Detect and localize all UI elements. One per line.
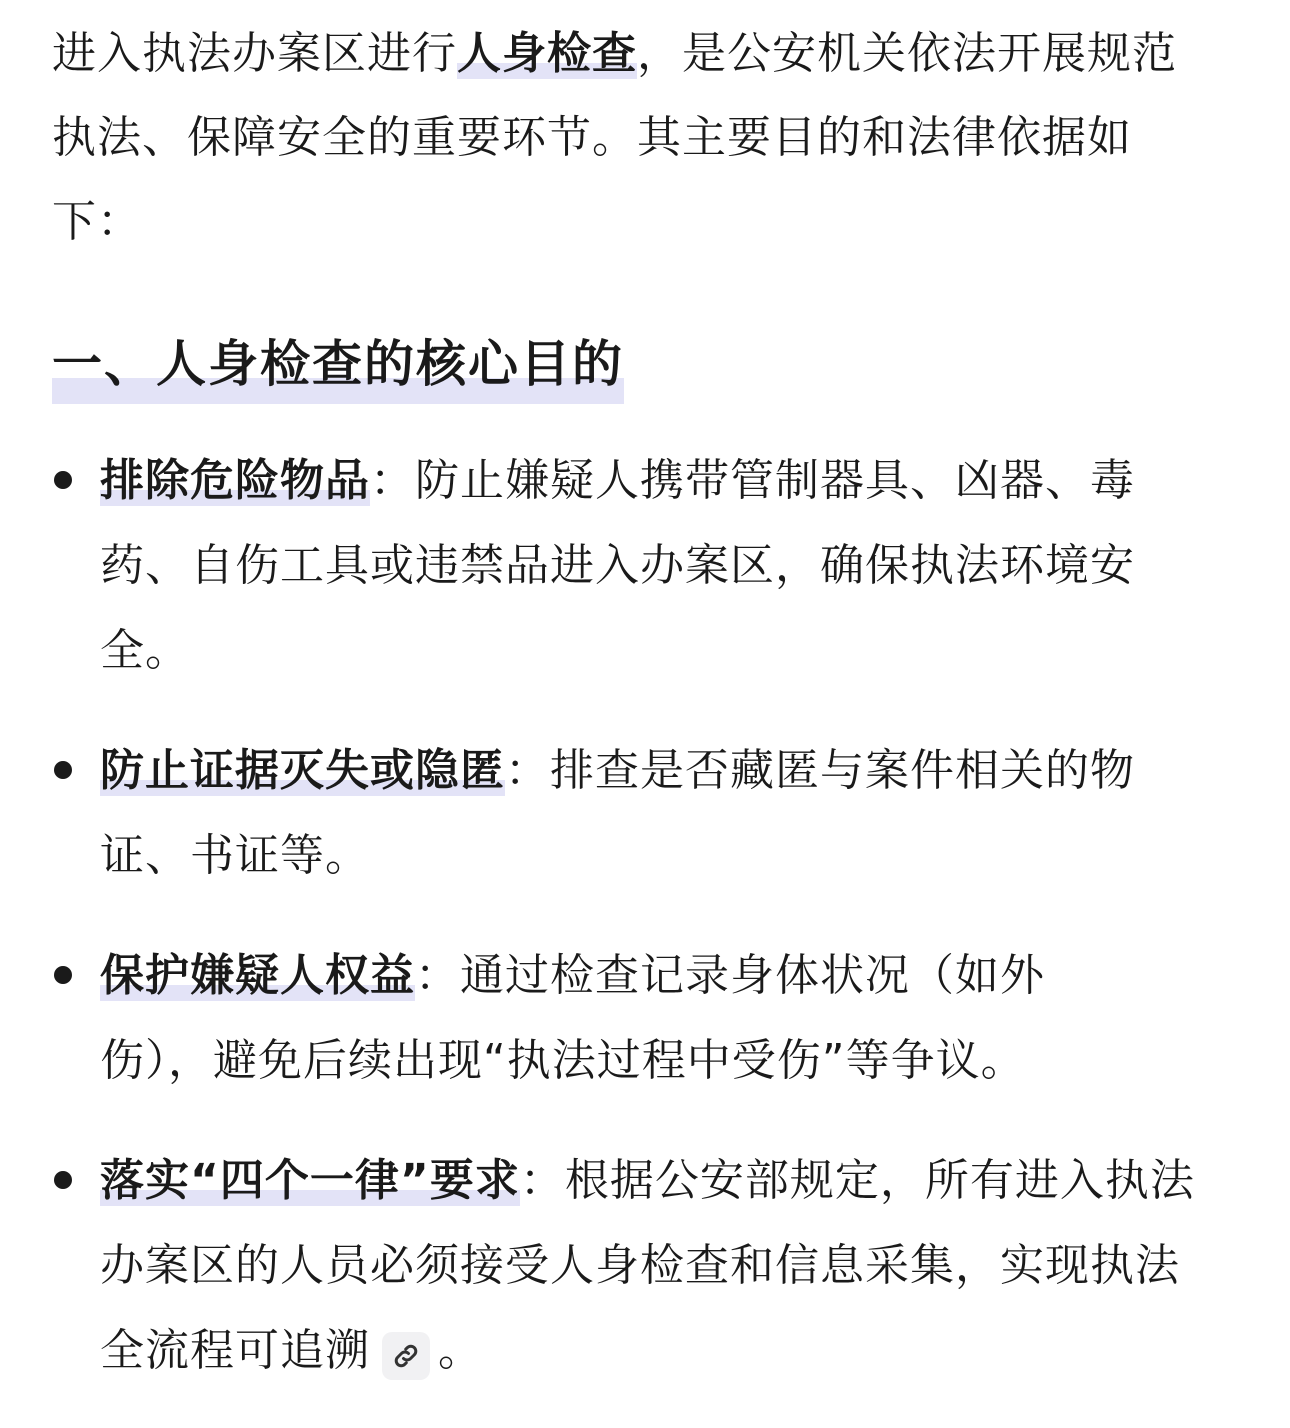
list-item <box>52 1138 1212 1393</box>
list-item-separator: ： <box>519 1155 565 1206</box>
purpose-list <box>52 438 1212 1393</box>
list-item-end: 。 <box>438 1325 483 1376</box>
list-item <box>52 728 1212 898</box>
intro-text-after: ，是公安机关依法开展规范执法、保障安全的重要环节。其主要目的和法律依据如下： <box>52 28 1177 247</box>
list-item-text: 防止嫌疑人携带管制器具、凶器、毒药、自伤工具或违禁品进入办案区，确保执法环境安全。 <box>100 455 1135 676</box>
list-item <box>52 438 1212 693</box>
list-item-term: 保护嫌疑人权益 <box>100 950 415 1001</box>
list-item-text: 排查是否藏匿与案件相关的物证、书证等。 <box>100 745 1135 881</box>
list-item-term: 防止证据灭失或隐匿 <box>100 745 505 796</box>
bullet-dot-icon <box>54 761 72 779</box>
list-item-separator: ： <box>415 950 460 1001</box>
link-icon <box>391 1341 421 1371</box>
intro-highlight: 人身检查 <box>457 28 637 79</box>
list-item-text: 通过检查记录身体状况（如外伤），避免后续出现“执法过程中受伤”等争议。 <box>100 950 1045 1086</box>
source-link-button[interactable] <box>382 1332 430 1380</box>
intro-paragraph <box>52 12 1212 264</box>
bullet-dot-icon <box>54 471 72 489</box>
bullet-dot-icon <box>54 966 72 984</box>
list-item-text: 根据公安部规定，所有进入执法办案区的人员必须接受人身检查和信息采集，实现执法全流程可追溯 <box>100 1155 1195 1376</box>
list-item-term: 排除危险物品 <box>100 455 370 506</box>
list-item <box>52 933 1212 1103</box>
intro-text-before: 进入执法办案区进行 <box>52 28 457 79</box>
list-item-separator: ： <box>370 455 415 506</box>
list-item-separator: ： <box>505 745 550 796</box>
article-content <box>52 12 1212 1428</box>
list-item-term: 落实“四个一律”要求 <box>100 1155 520 1206</box>
bullet-dot-icon <box>54 1171 72 1189</box>
section-heading: 一、人身检查的核心目的 <box>52 324 624 404</box>
